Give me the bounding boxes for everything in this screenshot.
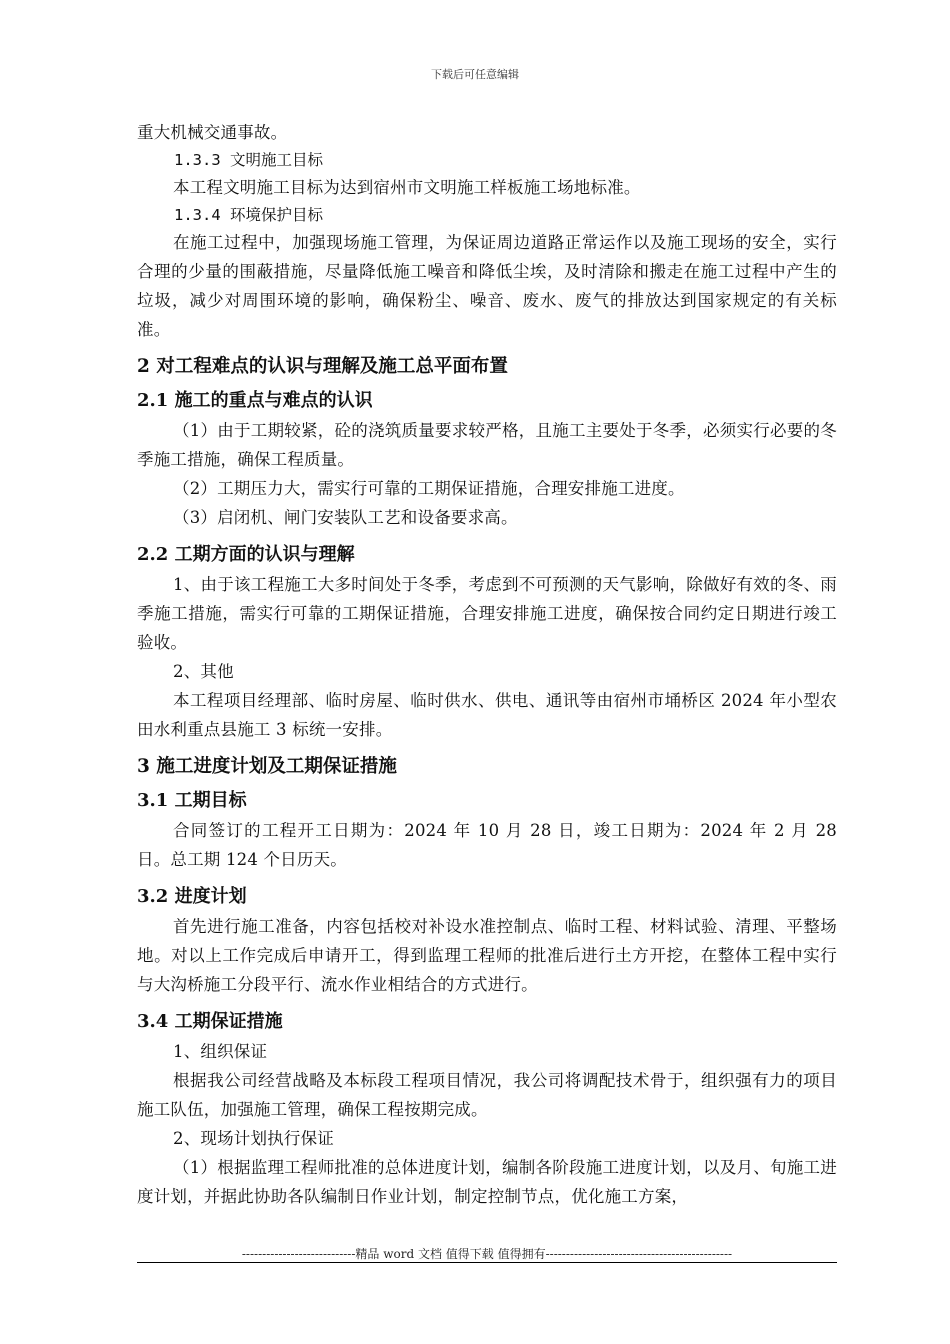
page-footer: ----------------------------精品 word 文档 值得下载 值得拥有---------------------------------------------- xyxy=(241,1247,733,1261)
paragraph: 本工程项目经理部、临时房屋、临时供水、供电、通讯等由宿州市埇桥区 2024 年小型农田水利重点县施工 3 标统一安排。 xyxy=(137,691,837,739)
subsection-title: 2.2 工期方面的认识与理解 xyxy=(137,544,355,565)
paragraph: 本工程文明施工目标为达到宿州市文明施工样板施工场地标准。 xyxy=(173,178,641,197)
paragraph: （2）工期压力大，需实行可靠的工期保证措施，合理安排施工进度。 xyxy=(173,479,685,498)
paragraph: （1）由于工期较紧，砼的浇筑质量要求较严格，且施工主要处于冬季，必须实行必要的冬季施工措施，确保工程质量。 xyxy=(137,421,837,469)
section-heading: 2 对工程难点的认识与理解及施工总平面布置 xyxy=(137,356,508,377)
paragraph: 2、现场计划执行保证 xyxy=(173,1129,334,1148)
subsection-heading: 1.3.3 文明施工目标 xyxy=(174,151,323,169)
paragraph: 重大机械交通事故。 xyxy=(137,123,288,142)
paragraph: 在施工过程中，加强现场施工管理，为保证周边道路正常运作以及施工现场的安全，实行合理的少量的围蔽措施，尽量降低施工噪音和降低尘埃，及时清除和搬走在施工过程中产生的垃圾，减少对周围环境的影响，确保粉尘、噪音、废水、废气的排放达到国家规定的有关标准。 xyxy=(137,233,837,339)
paragraph: 合同签订的工程开工日期为：2024 年 10 月 28 日，竣工日期为：2024 年 2 月 28 日。总工期 124 个日历天。 xyxy=(137,821,837,869)
subsection-title: 3.1 工期目标 xyxy=(137,790,247,811)
paragraph: 2、其他 xyxy=(173,662,234,681)
paragraph: 1、组织保证 xyxy=(173,1042,268,1061)
paragraph: （3）启闭机、闸门安装队工艺和设备要求高。 xyxy=(173,508,518,527)
subsection-title: 3.4 工期保证措施 xyxy=(137,1011,283,1032)
subsection-title: 2.1 施工的重点与难点的认识 xyxy=(137,390,373,411)
document-body xyxy=(137,118,837,1211)
paragraph: 首先进行施工准备，内容包括校对补设水准控制点、临时工程、材料试验、清理、平整场地。对以上工作完成后申请开工，得到监理工程师的批准后进行土方开挖，在整体工程中实行与大沟桥施工分段平行、流水作业相结合的方式进行。 xyxy=(137,917,837,994)
footer-divider xyxy=(137,1262,837,1263)
paragraph: 根据我公司经营战略及本标段工程项目情况，我公司将调配技术骨于，组织强有力的项目施工队伍，加强施工管理，确保工程按期完成。 xyxy=(137,1071,837,1119)
section-heading: 3 施工进度计划及工期保证措施 xyxy=(137,756,397,777)
paragraph: 1、由于该工程施工大多时间处于冬季，考虑到不可预测的天气影响，除做好有效的冬、雨季施工措施，需实行可靠的工期保证措施，合理安排施工进度，确保按合同约定日期进行竣工验收。 xyxy=(137,575,837,652)
subsection-title: 3.2 进度计划 xyxy=(137,886,247,907)
subsection-heading: 1.3.4 环境保护目标 xyxy=(174,206,323,224)
paragraph: （1）根据监理工程师批准的总体进度计划，编制各阶段施工进度计划，以及月、旬施工进度计划，并据此协助各队编制日作业计划，制定控制节点，优化施工方案， xyxy=(137,1158,837,1206)
page-header: 下载后可任意编辑 xyxy=(431,68,519,81)
